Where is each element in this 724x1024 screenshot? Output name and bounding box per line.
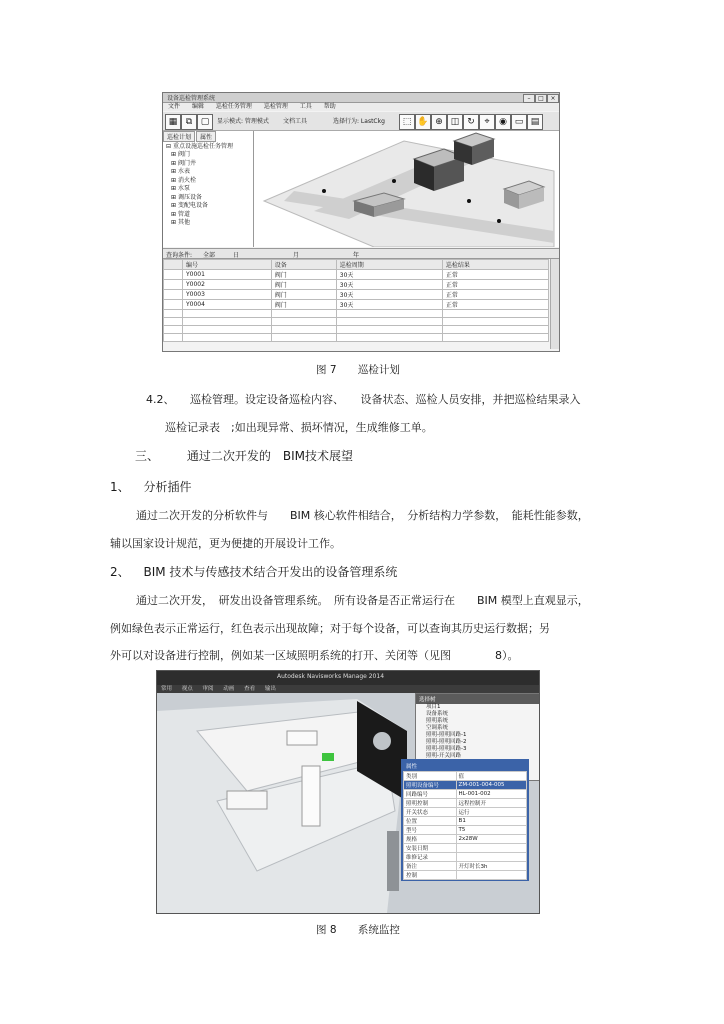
col-header-period: 巡检周期 (336, 260, 442, 270)
sec2-line1: 通过二次开发， 研发出设备管理系统。 所有设备是否正常运行在 BIM 模型上直观显示， (136, 594, 589, 607)
fig7-filter-bar (163, 248, 559, 259)
fig8-ribbon-tab: 动画 (223, 686, 235, 692)
fig7-tree-tabs (163, 131, 253, 142)
prop-value: ZM-001-004-005 (456, 781, 526, 790)
cell-result: 正常 (442, 290, 548, 300)
tree-node: ⊞ 水表 (171, 168, 190, 175)
fig7-menu-item: 巡检任务管理 (215, 103, 252, 110)
para-4-2-line1 (146, 391, 581, 407)
prop-key: 规格 (404, 835, 457, 844)
tree-item: 照明-照明回路-1 (426, 732, 467, 738)
tree-item: 空调系统 (426, 725, 449, 731)
prop-row (404, 790, 527, 799)
prop-value: 远程控制开 (456, 799, 526, 808)
prop-value: 值 (456, 772, 526, 781)
clear-icon: ▭ (511, 114, 527, 130)
prop-row (404, 799, 527, 808)
tree-node: ⊞ 其他 (171, 219, 190, 226)
measure-icon: ⌖ (479, 114, 495, 130)
prop-key: 安装日期 (404, 844, 457, 853)
prop-row (404, 817, 527, 826)
prop-key: 位置 (404, 817, 457, 826)
prop-value: HL-001-002 (456, 790, 526, 799)
fig7-menu-item: 文件 (168, 103, 181, 110)
properties-title: 属性 (403, 761, 527, 771)
zoom-box-icon: ◫ (447, 114, 463, 130)
cell-period: 30天 (336, 290, 442, 300)
prop-key: 开关状态 (404, 808, 457, 817)
tree-node-label: 变配电设备 (177, 202, 208, 209)
heading3-text: 通过二次开发的 BIM技术展望 (186, 449, 353, 463)
cell-id: Y0002 (183, 280, 272, 290)
caption8-num: 图 8 (316, 924, 337, 936)
cell-id: Y0004 (183, 300, 272, 310)
fig7-tree-panel (163, 131, 254, 247)
tree-item: 照明系统 (426, 718, 449, 724)
prop-row (404, 781, 527, 790)
prop-value: T5 (456, 826, 526, 835)
tree-node: ⊞ 阀门井 (171, 159, 196, 167)
table-row (164, 318, 549, 326)
sec1-title-text: 分析插件 (143, 480, 192, 494)
tree-node-label: 其他 (177, 219, 190, 226)
sec2-title-text: BIM 技术与传感技术结合开发出的设备管理系统 (143, 565, 398, 579)
cell-result: 正常 (442, 270, 548, 280)
table-row (164, 280, 549, 290)
para-4-2-text1: 巡检管理。设定设备巡检内容、 设备状态、巡检人员安排，并把巡检结果录入 (190, 393, 581, 406)
table-row (164, 326, 549, 334)
fig8-ribbon-tab: 输出 (264, 686, 276, 692)
cell-result: 正常 (442, 300, 548, 310)
prop-row (404, 862, 527, 871)
tab-patrol-plan: 巡检计划 (163, 131, 195, 142)
caption7-text: 巡检计划 (357, 364, 400, 376)
heading3-num: 三、 (135, 449, 160, 463)
fig8-ribbon-tab: 视点 (181, 686, 193, 692)
properties-table (403, 771, 527, 880)
page-icon: ▢ (197, 114, 213, 130)
figure-7-screenshot (162, 92, 560, 352)
prop-row (404, 826, 527, 835)
zoom-icon: ⊕ (431, 114, 447, 130)
figure-8-caption (316, 922, 400, 937)
tree-node: ⊞ 阀门 (171, 151, 190, 158)
col-header-id: 编号 (183, 260, 272, 270)
cell-period: 30天 (336, 300, 442, 310)
fig7-mode-text: 显示模式: 管理模式 (217, 118, 269, 125)
table-row (164, 270, 549, 280)
tab-properties: 属性 (196, 131, 216, 142)
tree-node-label: 阀门 (177, 151, 190, 158)
prop-value (456, 871, 526, 880)
sec1-line2: 辅以国家设计规范，更为便捷的开展设计工作。 (110, 537, 341, 550)
row-marker-header (164, 260, 183, 270)
fig7-menu-item: 工具 (299, 103, 312, 110)
table-header-row (164, 260, 549, 270)
section-2-title (110, 563, 397, 580)
layers-icon: ⧉ (181, 114, 197, 130)
fig7-menu-item: 巡检管理 (263, 103, 288, 110)
tree-item: 照明-开关回路 (426, 753, 461, 759)
filter-option: 全部 (203, 252, 216, 259)
locate-icon: ◉ (495, 114, 511, 130)
prop-row (404, 853, 527, 862)
fig8-app-title: Autodesk Navisworks Manage 2014 (277, 673, 385, 680)
cell-device: 阀门 (271, 280, 336, 290)
prop-key: 类别 (404, 772, 457, 781)
cell-id: Y0003 (183, 290, 272, 300)
fig8-properties-dialog (401, 759, 529, 881)
minimize-icon: – (523, 94, 535, 103)
table-row (164, 290, 549, 300)
sec1-line1: 通过二次开发的分析软件与 BIM 核心软件相结合， 分析结构力学参数， 能耗性能参数， (136, 509, 589, 522)
tree-node: ⊞ 调压设备 (171, 193, 202, 201)
city-block-render (254, 131, 559, 247)
prop-row (404, 844, 527, 853)
prop-value (456, 844, 526, 853)
fig8-ribbon-tabs (157, 685, 539, 693)
tree-item: 照明-照明回路-2 (426, 739, 467, 745)
cell-period: 30天 (336, 270, 442, 280)
tree-item: 设备系统 (426, 711, 449, 717)
tree-node: ⊞ 管道 (171, 210, 190, 218)
prop-value: 2x28W (456, 835, 526, 844)
fig7-data-table (163, 259, 549, 342)
prop-row (404, 871, 527, 880)
prop-key: 照明设备编号 (404, 781, 457, 790)
info-icon: ▤ (527, 114, 543, 130)
figure-7-caption (316, 362, 400, 377)
tree-root-label: 重点设施巡检任务管理 (172, 143, 233, 150)
section-1-title (110, 478, 191, 495)
filter-option: 年 (353, 252, 360, 259)
prop-value: B1 (456, 817, 526, 826)
fig8-ribbon-tab: 常用 (161, 686, 173, 692)
fig7-table-scrollbar (550, 259, 559, 349)
sec1-num: 1、 (110, 480, 130, 494)
rotate-icon: ↻ (463, 114, 479, 130)
cell-device: 阀门 (271, 300, 336, 310)
fig7-menubar (163, 103, 559, 111)
table-row (164, 300, 549, 310)
cell-device: 阀门 (271, 270, 336, 280)
fig8-ribbon-tab: 审阅 (202, 686, 214, 692)
fig7-doc-tool-text: 文档工具 (283, 118, 308, 125)
prop-key: 型号 (404, 826, 457, 835)
fig7-window-title: 设备巡检管理系统 (167, 95, 216, 102)
tree-node-label: 水泵 (177, 185, 190, 192)
sec2-line3: 外可以对设备进行控制，例如某一区域照明系统的打开、关闭等（见图 8）。 (110, 649, 519, 662)
fig8-app-titlebar (157, 671, 539, 685)
tree-item: 照明-照明回路-3 (426, 746, 467, 752)
filter-option: 月 (293, 252, 300, 259)
running-device-marker (322, 753, 334, 761)
tree-node-label: 水表 (177, 168, 190, 175)
select-icon: ⬚ (399, 114, 415, 130)
selection-tree-header: 选择树 (416, 694, 540, 704)
tree-node: ⊞ 水泵 (171, 185, 190, 192)
table-row (164, 310, 549, 318)
cell-result: 正常 (442, 280, 548, 290)
fig7-menu-item: 编辑 (191, 103, 204, 110)
fig7-3d-scene (254, 131, 559, 247)
tree-node: ⊞ 消火栓 (171, 176, 196, 184)
filter-label: 查询条件: (166, 252, 193, 259)
fig8-ribbon-tab: 查看 (244, 686, 256, 692)
filter-option: 日 (233, 252, 240, 259)
fig7-select-text: 选择行为: LastCkg (333, 118, 385, 125)
fig7-titlebar (163, 93, 559, 103)
prop-row (404, 772, 527, 781)
col-header-result: 巡检结果 (442, 260, 548, 270)
prop-key: 照明控制 (404, 799, 457, 808)
tree-node-label: 管道 (177, 210, 190, 218)
prop-row (404, 808, 527, 817)
section-heading-3 (135, 447, 353, 464)
pan-icon: ✋ (415, 114, 431, 130)
tree-item: 项目1 (426, 704, 441, 710)
fig7-tree-root: ⊟ 重点设施巡检任务管理 (166, 143, 233, 150)
grid-icon: ▦ (165, 114, 181, 130)
tree-node-label: 调压设备 (177, 193, 202, 201)
tree-node-label: 阀门井 (177, 159, 196, 167)
prop-key: 备注 (404, 862, 457, 871)
prop-key: 维修记录 (404, 853, 457, 862)
prop-key: 回路编号 (404, 790, 457, 799)
cell-period: 30天 (336, 280, 442, 290)
fig7-menu-item: 帮助 (323, 103, 336, 110)
prop-key: 控制 (404, 871, 457, 880)
tree-node-label: 消火栓 (177, 176, 196, 184)
figure-8-screenshot (156, 670, 540, 914)
cell-id: Y0001 (183, 270, 272, 280)
fig7-toolbar (163, 112, 559, 131)
prop-value (456, 853, 526, 862)
sec2-line2: 例如绿色表示正常运行，红色表示出现故障；对于每个设备，可以查询其历史运行数据；另 (110, 622, 550, 635)
prop-value: 开灯时长3h (456, 862, 526, 871)
sec2-num: 2、 (110, 565, 130, 579)
para-4-2-line2: 巡检记录表 ;如出现异常、损坏情况，生成维修工单。 (165, 421, 433, 434)
col-header-device: 设备 (271, 260, 336, 270)
tree-node: ⊞ 变配电设备 (171, 202, 208, 209)
caption8-text: 系统监控 (357, 924, 400, 936)
table-row (164, 334, 549, 342)
prop-row (404, 835, 527, 844)
prop-value: 运行 (456, 808, 526, 817)
close-icon: × (547, 94, 559, 103)
cell-device: 阀门 (271, 290, 336, 300)
caption7-num: 图 7 (316, 364, 337, 376)
para-4-2-num: 4.2、 (146, 393, 175, 406)
maximize-icon: □ (535, 94, 547, 103)
